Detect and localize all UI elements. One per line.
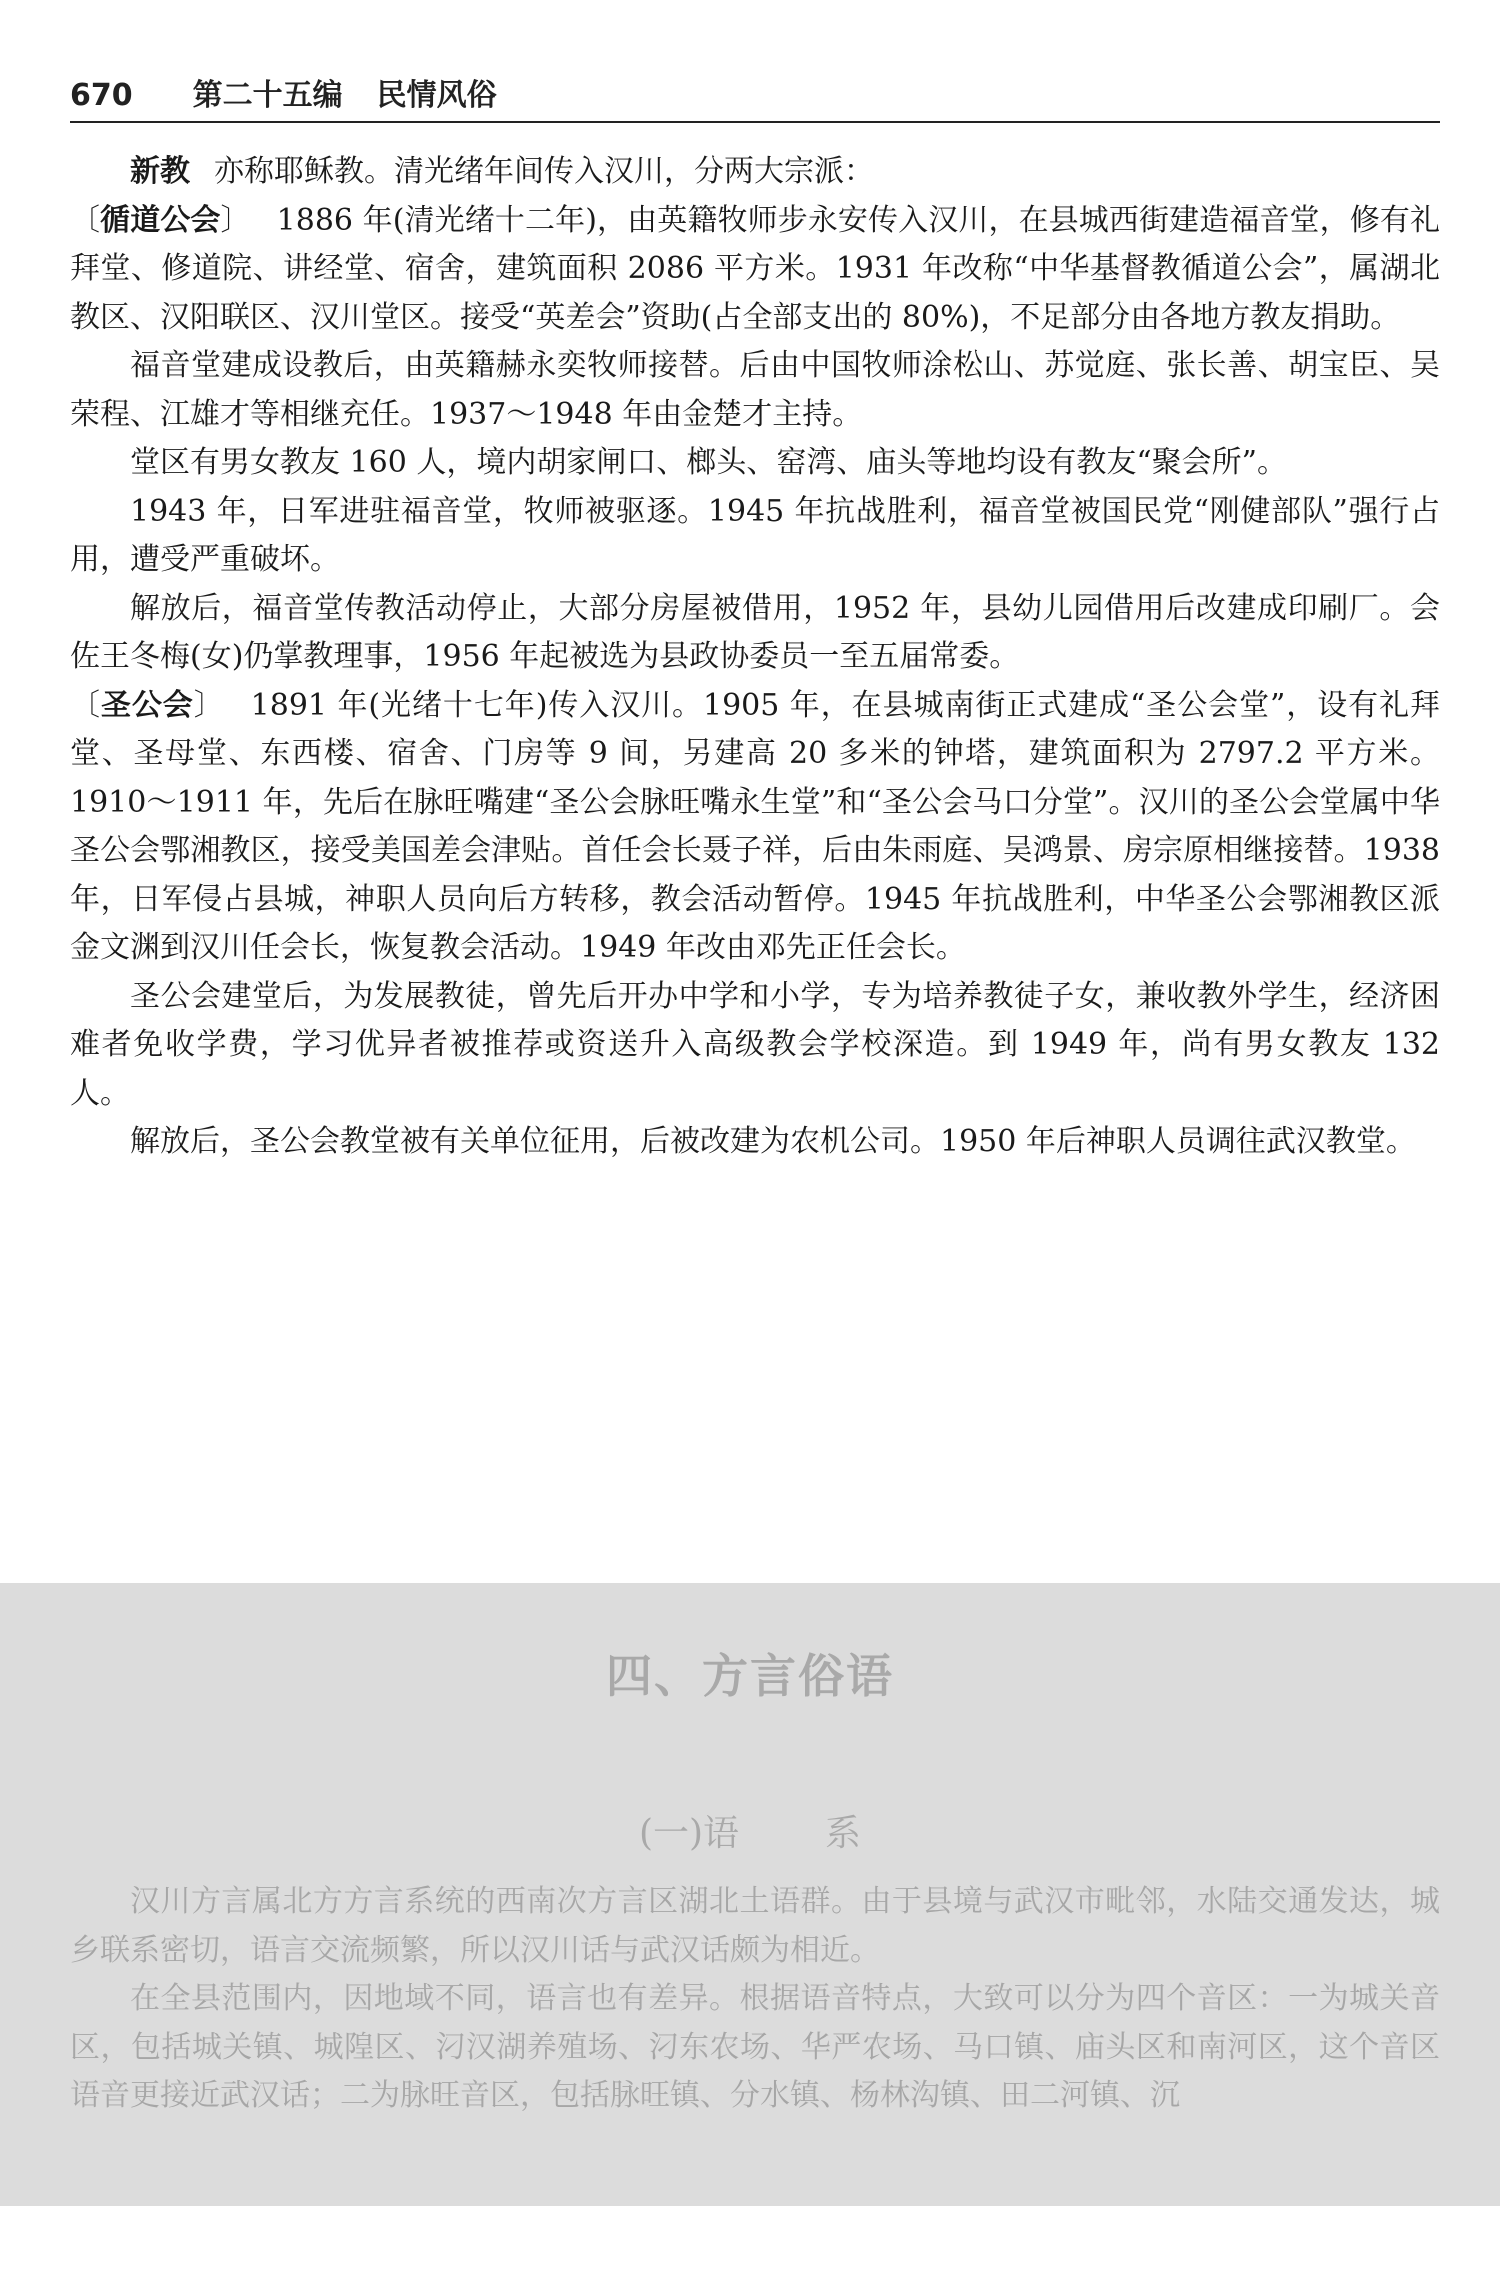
section-heading: [193, 70, 497, 114]
paragraph: 福音堂建成设教后，由英籍赫永奕牧师接替。后由中国牧师涂松山、苏觉庭、张长善、胡宝臣、吴荣程、江雄才等相继充任。1937～1948 年由金楚才主持。: [70, 348, 1440, 432]
denomination-name: 循道公会: [100, 202, 221, 238]
paragraph: 解放后，福音堂传教活动停止，大部分房屋被借用，1952 年，县幼儿园借用后改建成印刷厂。会佐王冬梅(女)仍掌教理事，1956 年起被选为县政协委员一至五届常委。: [70, 590, 1440, 674]
paragraph-text: 1891 年(光绪十七年)传入汉川。1905 年，在县城南街正式建成“圣公会堂”，设有礼拜堂、圣母堂、东西楼、宿舍、门房等 9 间，另建高 20 多米的钟塔，建筑面积为 2797.2 平方米。1910～1911 年，先后在脉旺嘴建“圣公会脉旺嘴永生堂”和“圣公会马口分堂”。汉川的圣公会堂属中华圣公会鄂湘教区，接受美国差会津贴。首任会长聂子祥，后由朱雨庭、吴鸿景、房宗原相继接替。1938 年，日军侵占县城，神职人员向后方转移，教会活动暂停。1945 年抗战胜利，中华圣公会鄂湘教区派金文渊到汉川任会长，恢复教会活动。1949 年改由邓先正任会长。: [70, 687, 1441, 965]
header-rule: [70, 121, 1440, 123]
section-title: 四、方言俗语: [606, 1649, 894, 1703]
paragraph: 圣公会建堂后，为发展教徒，曾先后开办中学和小学，专为培养教徒子女，兼收教外学生，经济困难者免收学费，学习优异者被推荐或资送升入高级教会学校深造。到 1949 年，尚有男女教友 132 人。: [70, 978, 1440, 1111]
running-header: [70, 70, 1440, 114]
lead-term: 新教: [130, 154, 190, 189]
paragraph: [70, 148, 1440, 197]
page-number: 670: [70, 78, 133, 113]
subsection-title-part: (一)语: [638, 1813, 740, 1854]
paragraph: 1943 年，日军进驻福音堂，牧师被驱逐。1945 年抗战胜利，福音堂被国民党“刚健部队”强行占用，遭受严重破坏。: [70, 493, 1440, 577]
subsection-title-part: 系: [825, 1813, 862, 1854]
paragraph: 堂区有男女教友 160 人，境内胡家闸口、榔头、窑湾、庙头等地均设有教友“聚会所”。: [130, 445, 1288, 480]
paragraph: 汉川方言属北方方言系统的西南次方言区湖北土语群。由于县境与武汉市毗邻，水陆交通发达，城乡联系密切，语言交流频繁，所以汉川话与武汉话颇为相近。: [70, 1884, 1440, 1968]
subsection-title: [0, 1805, 1500, 1856]
paragraph-text: 1886 年(清光绪十二年)，由英籍牧师步永安传入汉川，在县城西街建造福音堂，修有礼拜堂、修道院、讲经堂、宿舍，建筑面积 2086 平方米。1931 年改称“中华基督教循道公会”，属湖北教区、汉阳联区、汉川堂区。接受“英差会”资助(占全部支出的 80%)，不足部分由各地方教友捐助。: [70, 202, 1440, 335]
paragraph: [70, 197, 1440, 343]
paragraph: [70, 682, 1440, 973]
paragraph: 解放后，圣公会教堂被有关单位征用，后被改建为农机公司。1950 年后神职人员调往武汉教堂。: [130, 1124, 1416, 1159]
subsection-label: 民情风俗: [376, 78, 497, 113]
faded-body: [70, 1878, 1440, 2121]
denomination-name: 圣公会: [100, 687, 194, 723]
denomination-tag: 〔循道公会〕: [70, 202, 251, 238]
denomination-tag: 〔圣公会〕: [70, 687, 225, 723]
article-body: [70, 148, 1440, 1167]
paragraph-text: 亦称耶稣教。清光绪年间传入汉川，分两大宗派：: [214, 154, 874, 189]
paragraph: 在全县范围内，因地域不同，语言也有差异。根据语音特点，大致可以分为四个音区：一为城关音区，包括城关镇、城隍区、汈汉湖养殖场、汈东农场、华严农场、马口镇、庙头区和南河区，这个音区语音更接近武汉话；二为脉旺音区，包括脉旺镇、分水镇、杨林沟镇、田二河镇、沉: [70, 1981, 1440, 2113]
section-label: 第二十五编: [192, 78, 343, 113]
